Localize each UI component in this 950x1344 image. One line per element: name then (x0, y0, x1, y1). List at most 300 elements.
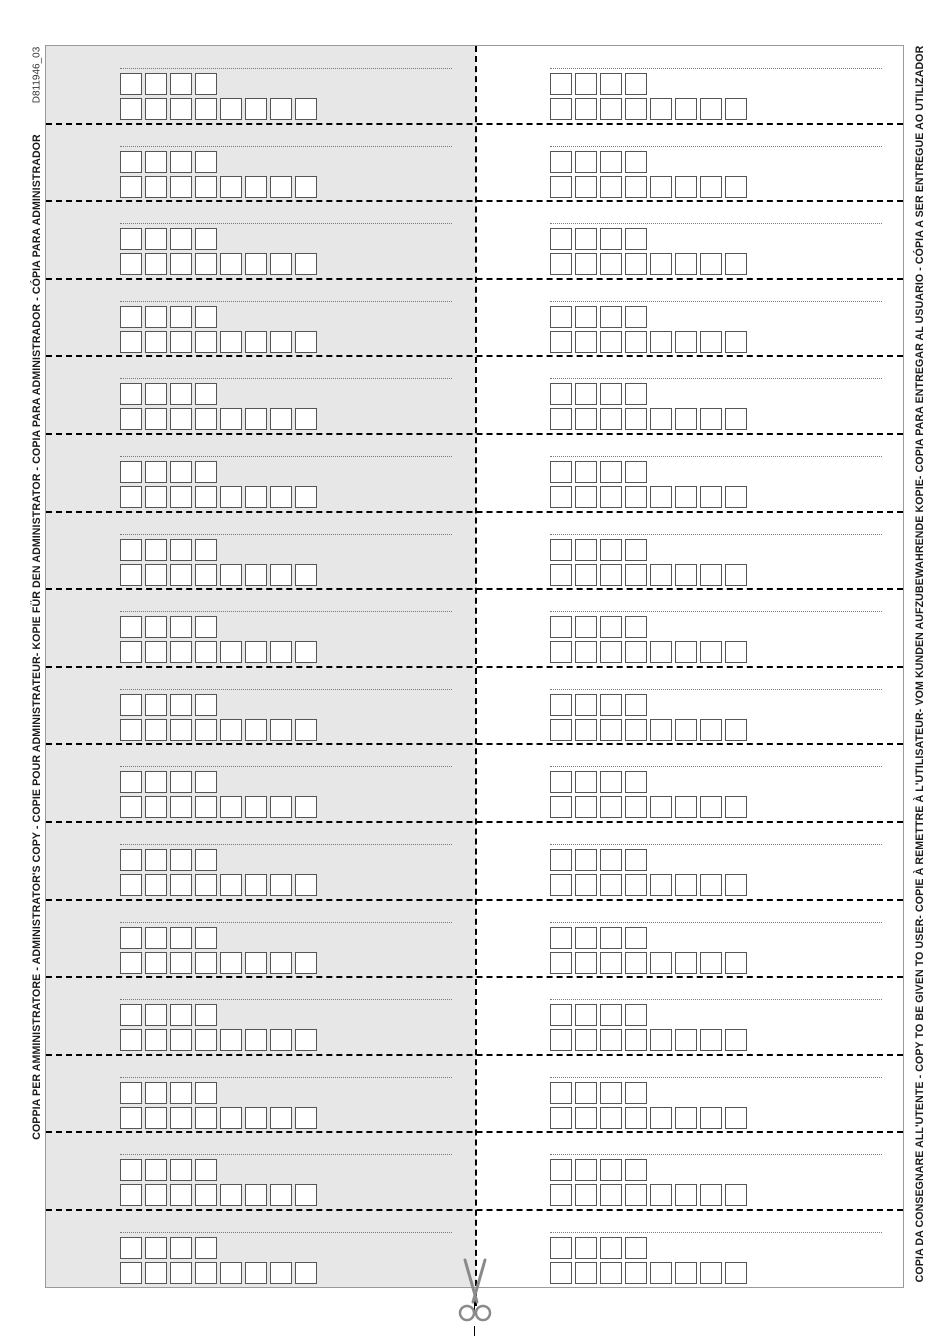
code-box[interactable] (195, 771, 217, 793)
code-box[interactable] (625, 306, 647, 328)
code-box[interactable] (170, 539, 192, 561)
name-write-line[interactable] (120, 766, 452, 767)
name-write-line[interactable] (550, 844, 882, 845)
code-box[interactable] (600, 331, 622, 353)
code-box[interactable] (550, 927, 572, 949)
code-box[interactable] (145, 228, 167, 250)
code-box[interactable] (120, 874, 142, 896)
code-box[interactable] (120, 694, 142, 716)
name-write-line[interactable] (120, 1232, 452, 1233)
code-box[interactable] (195, 952, 217, 974)
code-box[interactable] (170, 486, 192, 508)
code-box[interactable] (170, 796, 192, 818)
code-box[interactable] (245, 253, 267, 275)
code-box[interactable] (725, 1107, 747, 1129)
name-write-line[interactable] (120, 534, 452, 535)
code-box[interactable] (650, 1184, 672, 1206)
code-box[interactable] (270, 641, 292, 663)
code-box[interactable] (550, 306, 572, 328)
code-box[interactable] (170, 1107, 192, 1129)
code-box[interactable] (550, 486, 572, 508)
code-box[interactable] (120, 719, 142, 741)
name-write-line[interactable] (550, 1077, 882, 1078)
code-box[interactable] (295, 874, 317, 896)
code-box[interactable] (550, 796, 572, 818)
code-box[interactable] (675, 1029, 697, 1051)
code-box[interactable] (270, 408, 292, 430)
code-box[interactable] (195, 874, 217, 896)
name-write-line[interactable] (550, 922, 882, 923)
code-box[interactable] (120, 253, 142, 275)
code-box[interactable] (145, 771, 167, 793)
code-box[interactable] (575, 1029, 597, 1051)
code-box[interactable] (245, 1107, 267, 1129)
code-box[interactable] (120, 1107, 142, 1129)
name-write-line[interactable] (550, 68, 882, 69)
code-box[interactable] (120, 952, 142, 974)
code-box[interactable] (550, 1107, 572, 1129)
code-box[interactable] (600, 408, 622, 430)
code-box[interactable] (220, 1184, 242, 1206)
code-box[interactable] (220, 486, 242, 508)
code-box[interactable] (650, 1107, 672, 1129)
code-box[interactable] (600, 1004, 622, 1026)
code-box[interactable] (625, 694, 647, 716)
code-box[interactable] (625, 1029, 647, 1051)
code-box[interactable] (145, 1082, 167, 1104)
code-box[interactable] (295, 98, 317, 120)
code-box[interactable] (170, 1159, 192, 1181)
code-box[interactable] (650, 796, 672, 818)
code-box[interactable] (195, 564, 217, 586)
code-box[interactable] (625, 719, 647, 741)
name-write-line[interactable] (550, 456, 882, 457)
code-box[interactable] (575, 383, 597, 405)
code-box[interactable] (650, 641, 672, 663)
code-box[interactable] (550, 694, 572, 716)
code-box[interactable] (700, 1029, 722, 1051)
code-box[interactable] (550, 1184, 572, 1206)
code-box[interactable] (170, 849, 192, 871)
code-box[interactable] (600, 1082, 622, 1104)
code-box[interactable] (295, 331, 317, 353)
code-box[interactable] (550, 719, 572, 741)
code-box[interactable] (700, 98, 722, 120)
code-box[interactable] (295, 486, 317, 508)
code-box[interactable] (725, 952, 747, 974)
code-box[interactable] (625, 331, 647, 353)
name-write-line[interactable] (120, 922, 452, 923)
code-box[interactable] (725, 719, 747, 741)
code-box[interactable] (270, 1107, 292, 1129)
code-box[interactable] (120, 1262, 142, 1284)
code-box[interactable] (145, 1184, 167, 1206)
code-box[interactable] (700, 1184, 722, 1206)
code-box[interactable] (575, 151, 597, 173)
code-box[interactable] (650, 408, 672, 430)
code-box[interactable] (170, 1262, 192, 1284)
code-box[interactable] (295, 796, 317, 818)
code-box[interactable] (145, 641, 167, 663)
code-box[interactable] (145, 539, 167, 561)
name-write-line[interactable] (550, 301, 882, 302)
code-box[interactable] (120, 176, 142, 198)
code-box[interactable] (575, 1082, 597, 1104)
code-box[interactable] (725, 331, 747, 353)
code-box[interactable] (675, 952, 697, 974)
code-box[interactable] (600, 952, 622, 974)
code-box[interactable] (550, 616, 572, 638)
code-box[interactable] (550, 176, 572, 198)
code-box[interactable] (270, 253, 292, 275)
code-box[interactable] (195, 383, 217, 405)
code-box[interactable] (625, 1184, 647, 1206)
code-box[interactable] (145, 564, 167, 586)
code-box[interactable] (220, 874, 242, 896)
code-box[interactable] (145, 849, 167, 871)
code-box[interactable] (600, 228, 622, 250)
code-box[interactable] (575, 306, 597, 328)
code-box[interactable] (145, 874, 167, 896)
code-box[interactable] (120, 1237, 142, 1259)
name-write-line[interactable] (550, 1154, 882, 1155)
code-box[interactable] (120, 849, 142, 871)
code-box[interactable] (170, 176, 192, 198)
code-box[interactable] (675, 331, 697, 353)
code-box[interactable] (170, 564, 192, 586)
code-box[interactable] (120, 383, 142, 405)
code-box[interactable] (550, 461, 572, 483)
code-box[interactable] (170, 98, 192, 120)
code-box[interactable] (220, 176, 242, 198)
code-box[interactable] (220, 564, 242, 586)
code-box[interactable] (195, 796, 217, 818)
code-box[interactable] (575, 771, 597, 793)
code-box[interactable] (120, 1004, 142, 1026)
code-box[interactable] (170, 331, 192, 353)
code-box[interactable] (625, 952, 647, 974)
code-box[interactable] (650, 564, 672, 586)
code-box[interactable] (725, 796, 747, 818)
code-box[interactable] (220, 641, 242, 663)
code-box[interactable] (625, 874, 647, 896)
code-box[interactable] (120, 408, 142, 430)
name-write-line[interactable] (550, 378, 882, 379)
code-box[interactable] (195, 719, 217, 741)
code-box[interactable] (195, 486, 217, 508)
code-box[interactable] (295, 408, 317, 430)
code-box[interactable] (245, 564, 267, 586)
code-box[interactable] (145, 73, 167, 95)
code-box[interactable] (120, 486, 142, 508)
code-box[interactable] (600, 641, 622, 663)
code-box[interactable] (120, 1082, 142, 1104)
code-box[interactable] (120, 306, 142, 328)
code-box[interactable] (600, 1159, 622, 1181)
code-box[interactable] (550, 1029, 572, 1051)
code-box[interactable] (145, 461, 167, 483)
code-box[interactable] (550, 771, 572, 793)
name-write-line[interactable] (120, 223, 452, 224)
code-box[interactable] (625, 176, 647, 198)
code-box[interactable] (600, 1262, 622, 1284)
code-box[interactable] (550, 151, 572, 173)
code-box[interactable] (725, 486, 747, 508)
code-box[interactable] (725, 1029, 747, 1051)
code-box[interactable] (625, 228, 647, 250)
code-box[interactable] (700, 641, 722, 663)
code-box[interactable] (245, 1262, 267, 1284)
code-box[interactable] (120, 151, 142, 173)
code-box[interactable] (675, 564, 697, 586)
name-write-line[interactable] (120, 301, 452, 302)
code-box[interactable] (675, 408, 697, 430)
code-box[interactable] (575, 461, 597, 483)
code-box[interactable] (625, 771, 647, 793)
code-box[interactable] (575, 719, 597, 741)
code-box[interactable] (120, 539, 142, 561)
code-box[interactable] (625, 1262, 647, 1284)
code-box[interactable] (575, 694, 597, 716)
code-box[interactable] (220, 253, 242, 275)
code-box[interactable] (600, 486, 622, 508)
code-box[interactable] (600, 73, 622, 95)
code-box[interactable] (650, 253, 672, 275)
code-box[interactable] (195, 694, 217, 716)
code-box[interactable] (295, 176, 317, 198)
code-box[interactable] (575, 1237, 597, 1259)
code-box[interactable] (550, 73, 572, 95)
code-box[interactable] (295, 253, 317, 275)
code-box[interactable] (245, 796, 267, 818)
code-box[interactable] (220, 719, 242, 741)
code-box[interactable] (675, 176, 697, 198)
code-box[interactable] (270, 1262, 292, 1284)
code-box[interactable] (650, 874, 672, 896)
code-box[interactable] (295, 1029, 317, 1051)
code-box[interactable] (700, 952, 722, 974)
code-box[interactable] (625, 73, 647, 95)
code-box[interactable] (600, 383, 622, 405)
name-write-line[interactable] (550, 611, 882, 612)
name-write-line[interactable] (120, 1077, 452, 1078)
code-box[interactable] (625, 98, 647, 120)
code-box[interactable] (550, 253, 572, 275)
name-write-line[interactable] (120, 844, 452, 845)
code-box[interactable] (195, 98, 217, 120)
code-box[interactable] (245, 331, 267, 353)
code-box[interactable] (625, 1107, 647, 1129)
code-box[interactable] (600, 1237, 622, 1259)
code-box[interactable] (145, 408, 167, 430)
name-write-line[interactable] (120, 1154, 452, 1155)
code-box[interactable] (195, 253, 217, 275)
code-box[interactable] (650, 98, 672, 120)
code-box[interactable] (575, 408, 597, 430)
code-box[interactable] (700, 564, 722, 586)
code-box[interactable] (195, 1004, 217, 1026)
code-box[interactable] (650, 1262, 672, 1284)
code-box[interactable] (600, 874, 622, 896)
code-box[interactable] (245, 1184, 267, 1206)
code-box[interactable] (145, 616, 167, 638)
code-box[interactable] (625, 1004, 647, 1026)
code-box[interactable] (170, 1029, 192, 1051)
code-box[interactable] (650, 1029, 672, 1051)
code-box[interactable] (575, 253, 597, 275)
code-box[interactable] (195, 1029, 217, 1051)
code-box[interactable] (270, 874, 292, 896)
code-box[interactable] (245, 874, 267, 896)
code-box[interactable] (575, 73, 597, 95)
code-box[interactable] (220, 952, 242, 974)
code-box[interactable] (195, 1107, 217, 1129)
code-box[interactable] (120, 228, 142, 250)
code-box[interactable] (550, 1082, 572, 1104)
code-box[interactable] (575, 98, 597, 120)
code-box[interactable] (220, 1107, 242, 1129)
code-box[interactable] (220, 1262, 242, 1284)
code-box[interactable] (195, 1159, 217, 1181)
code-box[interactable] (625, 796, 647, 818)
code-box[interactable] (625, 1159, 647, 1181)
code-box[interactable] (120, 1029, 142, 1051)
code-box[interactable] (575, 641, 597, 663)
name-write-line[interactable] (120, 68, 452, 69)
code-box[interactable] (600, 1107, 622, 1129)
code-box[interactable] (725, 408, 747, 430)
code-box[interactable] (220, 408, 242, 430)
name-write-line[interactable] (550, 146, 882, 147)
code-box[interactable] (145, 98, 167, 120)
code-box[interactable] (575, 564, 597, 586)
code-box[interactable] (625, 1237, 647, 1259)
code-box[interactable] (170, 927, 192, 949)
code-box[interactable] (245, 486, 267, 508)
code-box[interactable] (550, 1159, 572, 1181)
code-box[interactable] (725, 253, 747, 275)
code-box[interactable] (195, 641, 217, 663)
code-box[interactable] (270, 719, 292, 741)
code-box[interactable] (170, 1082, 192, 1104)
code-box[interactable] (195, 1237, 217, 1259)
name-write-line[interactable] (550, 223, 882, 224)
name-write-line[interactable] (120, 456, 452, 457)
code-box[interactable] (120, 1184, 142, 1206)
code-box[interactable] (575, 1262, 597, 1284)
code-box[interactable] (675, 719, 697, 741)
code-box[interactable] (170, 1237, 192, 1259)
code-box[interactable] (220, 98, 242, 120)
code-box[interactable] (700, 253, 722, 275)
code-box[interactable] (625, 641, 647, 663)
code-box[interactable] (270, 796, 292, 818)
code-box[interactable] (675, 253, 697, 275)
name-write-line[interactable] (120, 146, 452, 147)
code-box[interactable] (145, 331, 167, 353)
code-box[interactable] (195, 151, 217, 173)
code-box[interactable] (120, 616, 142, 638)
code-box[interactable] (675, 1262, 697, 1284)
name-write-line[interactable] (550, 689, 882, 690)
code-box[interactable] (270, 1029, 292, 1051)
code-box[interactable] (195, 408, 217, 430)
code-box[interactable] (550, 228, 572, 250)
code-box[interactable] (575, 849, 597, 871)
code-box[interactable] (650, 486, 672, 508)
code-box[interactable] (270, 331, 292, 353)
code-box[interactable] (625, 253, 647, 275)
code-box[interactable] (245, 1029, 267, 1051)
code-box[interactable] (145, 151, 167, 173)
code-box[interactable] (270, 176, 292, 198)
name-write-line[interactable] (550, 999, 882, 1000)
code-box[interactable] (700, 1107, 722, 1129)
code-box[interactable] (725, 564, 747, 586)
code-box[interactable] (270, 98, 292, 120)
code-box[interactable] (195, 539, 217, 561)
code-box[interactable] (145, 927, 167, 949)
code-box[interactable] (550, 564, 572, 586)
code-box[interactable] (550, 1004, 572, 1026)
code-box[interactable] (675, 1107, 697, 1129)
code-box[interactable] (170, 253, 192, 275)
code-box[interactable] (575, 331, 597, 353)
code-box[interactable] (170, 306, 192, 328)
code-box[interactable] (600, 151, 622, 173)
code-box[interactable] (700, 719, 722, 741)
code-box[interactable] (195, 1184, 217, 1206)
code-box[interactable] (145, 694, 167, 716)
code-box[interactable] (170, 228, 192, 250)
code-box[interactable] (220, 331, 242, 353)
name-write-line[interactable] (550, 534, 882, 535)
code-box[interactable] (120, 1159, 142, 1181)
code-box[interactable] (295, 719, 317, 741)
code-box[interactable] (625, 151, 647, 173)
code-box[interactable] (575, 952, 597, 974)
code-box[interactable] (575, 176, 597, 198)
code-box[interactable] (295, 1107, 317, 1129)
code-box[interactable] (575, 1159, 597, 1181)
code-box[interactable] (600, 927, 622, 949)
name-write-line[interactable] (120, 999, 452, 1000)
name-write-line[interactable] (120, 611, 452, 612)
code-box[interactable] (245, 408, 267, 430)
code-box[interactable] (195, 73, 217, 95)
code-box[interactable] (170, 1004, 192, 1026)
name-write-line[interactable] (120, 378, 452, 379)
code-box[interactable] (575, 1107, 597, 1129)
code-box[interactable] (575, 1004, 597, 1026)
code-box[interactable] (600, 849, 622, 871)
code-box[interactable] (725, 641, 747, 663)
code-box[interactable] (245, 952, 267, 974)
code-box[interactable] (575, 228, 597, 250)
code-box[interactable] (195, 306, 217, 328)
code-box[interactable] (600, 176, 622, 198)
code-box[interactable] (550, 952, 572, 974)
code-box[interactable] (170, 383, 192, 405)
code-box[interactable] (625, 408, 647, 430)
code-box[interactable] (270, 486, 292, 508)
code-box[interactable] (195, 461, 217, 483)
code-box[interactable] (625, 383, 647, 405)
code-box[interactable] (625, 461, 647, 483)
code-box[interactable] (145, 719, 167, 741)
code-box[interactable] (575, 539, 597, 561)
code-box[interactable] (195, 176, 217, 198)
